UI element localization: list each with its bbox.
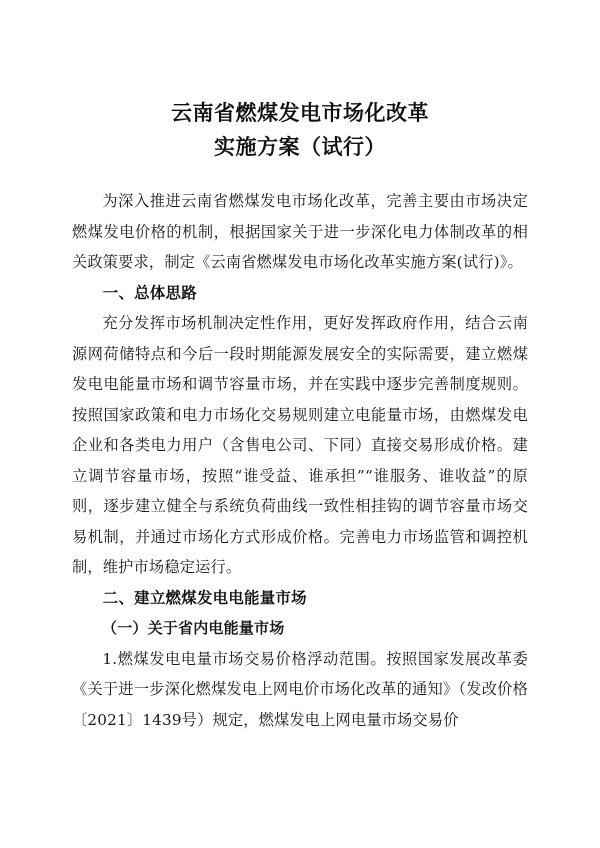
page-title [72, 96, 528, 164]
title-line-1: 云南省燃煤发电市场化改革 [171, 101, 429, 125]
section-heading-1: 一、总体思路 [102, 283, 197, 302]
document-body [72, 96, 528, 735]
title-line-2: 实施方案（试行） [214, 135, 386, 159]
section-heading-2: 二、建立燃煤发电电能量市场 [102, 588, 307, 607]
paragraph-intro: 为深入推进云南省燃煤发电市场化改革，完善主要由市场决定燃煤发电价格的机制，根据国家关于进一步深化电力体制改革的相关政策要求，制定《云南省燃煤发电市场化改革实施方案(试行)》。 [72, 192, 528, 271]
paragraph-price-range: 1.燃煤发电电量市场交易价格浮动范围。按照国家发展改革委《关于进一步深化燃煤发电上网电价市场化改革的通知》（发改价格〔2021〕1439号）规定，燃煤发电上网电量市场交易价 [72, 649, 528, 729]
subsection-heading-1: （一）关于省内电能量市场 [102, 619, 285, 637]
paragraph-overall-approach: 充分发挥市场机制决定性作用，更好发挥政府作用，结合云南源网荷储特点和今后一段时期能源发展安全的实际需要，建立燃煤发电电能量市场和调节容量市场，并在实践中逐步完善制度规则。按照国家政策和电力市场化交易规则建立电能量市场，由燃煤发电企业和各类电力用户（含售电公司、下同）直接交易形成价格。建立调节容量市场，按照“谁受益、谁承担”“谁服务、谁收益”的原则，逐步建立健全与系统负荷曲线一致性相挂钩的调节容量市场交易机制，并通过市场化方式形成价格。完善电力市场监管和调控机制，维护市场稳定运行。 [72, 314, 528, 576]
